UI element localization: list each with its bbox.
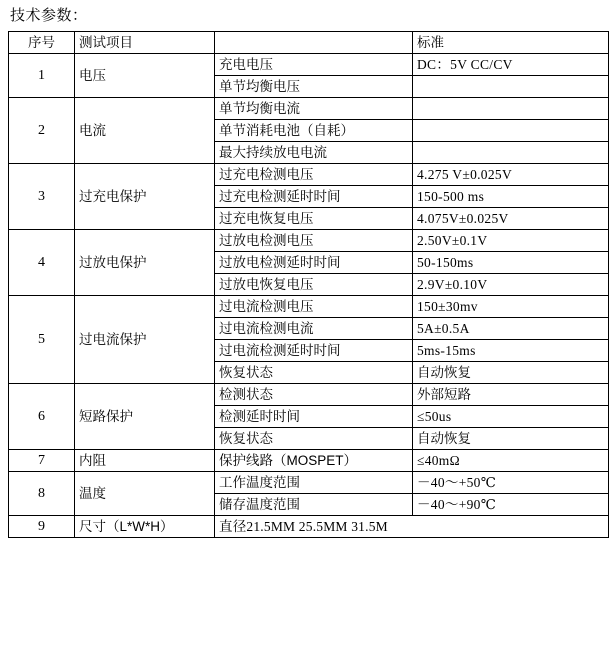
- row-number: 3: [9, 164, 75, 230]
- row-number: 4: [9, 230, 75, 296]
- row-standard: 150-500 ms: [413, 186, 609, 208]
- header-cell-standard: 标准: [413, 32, 609, 54]
- row-sub-item: 单节消耗电池（自耗）: [215, 120, 413, 142]
- row-standard: ≤50us: [413, 406, 609, 428]
- table-row: [9, 384, 609, 406]
- table-row: [9, 450, 609, 472]
- row-sub-item: 过充电检测延时时间: [215, 186, 413, 208]
- row-number: 2: [9, 98, 75, 164]
- row-item: 内阻: [75, 450, 215, 472]
- row-standard: DC：5V CC/CV: [413, 54, 609, 76]
- row-sub-item: 过电流检测电流: [215, 318, 413, 340]
- table-row: [9, 164, 609, 186]
- table-row: [9, 296, 609, 318]
- row-standard: ≤40mΩ: [413, 450, 609, 472]
- row-number: 9: [9, 516, 75, 538]
- row-sub-item: 过放电检测电压: [215, 230, 413, 252]
- row-standard: 5ms-15ms: [413, 340, 609, 362]
- row-standard: 2.9V±0.10V: [413, 274, 609, 296]
- row-sub-item: 恢复状态: [215, 428, 413, 450]
- table-row: [9, 98, 609, 120]
- row-item: 电流: [75, 98, 215, 164]
- row-sub-item: 充电电压: [215, 54, 413, 76]
- row-sub-item: 检测状态: [215, 384, 413, 406]
- row-item: 过电流保护: [75, 296, 215, 384]
- row-sub-item: 最大持续放电电流: [215, 142, 413, 164]
- row-sub-item: 过电流检测延时时间: [215, 340, 413, 362]
- row-standard: 自动恢复: [413, 428, 609, 450]
- header-cell-sub: [215, 32, 413, 54]
- row-item: 短路保护: [75, 384, 215, 450]
- row-sub-item: 工作温度范围: [215, 472, 413, 494]
- row-standard: 50-150ms: [413, 252, 609, 274]
- row-number: 7: [9, 450, 75, 472]
- row-standard: 直径21.5MM 25.5MM 31.5M: [215, 516, 609, 538]
- row-number: 1: [9, 54, 75, 98]
- table-row: [9, 54, 609, 76]
- row-sub-item: 恢复状态: [215, 362, 413, 384]
- row-number: 6: [9, 384, 75, 450]
- row-standard: 4.275 V±0.025V: [413, 164, 609, 186]
- row-standard: －40～+50℃: [413, 472, 609, 494]
- row-standard: 4.075V±0.025V: [413, 208, 609, 230]
- row-standard: 外部短路: [413, 384, 609, 406]
- row-item: 尺寸（L*W*H）: [75, 516, 215, 538]
- row-sub-item: 储存温度范围: [215, 494, 413, 516]
- table-row: [9, 230, 609, 252]
- row-sub-item: 保护线路（MOSPET）: [215, 450, 413, 472]
- row-sub-item: 过充电检测电压: [215, 164, 413, 186]
- row-item: 过放电保护: [75, 230, 215, 296]
- row-item: 温度: [75, 472, 215, 516]
- row-sub-item: 单节均衡电流: [215, 98, 413, 120]
- row-standard: 自动恢复: [413, 362, 609, 384]
- row-item: 过充电保护: [75, 164, 215, 230]
- row-standard: 5A±0.5A: [413, 318, 609, 340]
- table-row: [9, 472, 609, 494]
- row-standard: [413, 120, 609, 142]
- row-sub-item: 单节均衡电压: [215, 76, 413, 98]
- table-row: [9, 516, 609, 538]
- row-sub-item: 过放电恢复电压: [215, 274, 413, 296]
- row-standard: 150±30mv: [413, 296, 609, 318]
- row-standard: [413, 142, 609, 164]
- row-standard: －40～+90℃: [413, 494, 609, 516]
- spec-table-body: [9, 32, 609, 538]
- header-cell-item: 测试项目: [75, 32, 215, 54]
- row-standard: [413, 98, 609, 120]
- row-sub-item: 过充电恢复电压: [215, 208, 413, 230]
- header-cell-no: 序号: [9, 32, 75, 54]
- table-header-row: [9, 32, 609, 54]
- row-number: 8: [9, 472, 75, 516]
- row-number: 5: [9, 296, 75, 384]
- row-sub-item: 过放电检测延时时间: [215, 252, 413, 274]
- row-standard: 2.50V±0.1V: [413, 230, 609, 252]
- spec-table: [8, 31, 609, 538]
- row-standard: [413, 76, 609, 98]
- page-title: 技术参数：: [10, 7, 88, 24]
- row-item: 电压: [75, 54, 215, 98]
- row-sub-item: 过电流检测电压: [215, 296, 413, 318]
- row-sub-item: 检测延时时间: [215, 406, 413, 428]
